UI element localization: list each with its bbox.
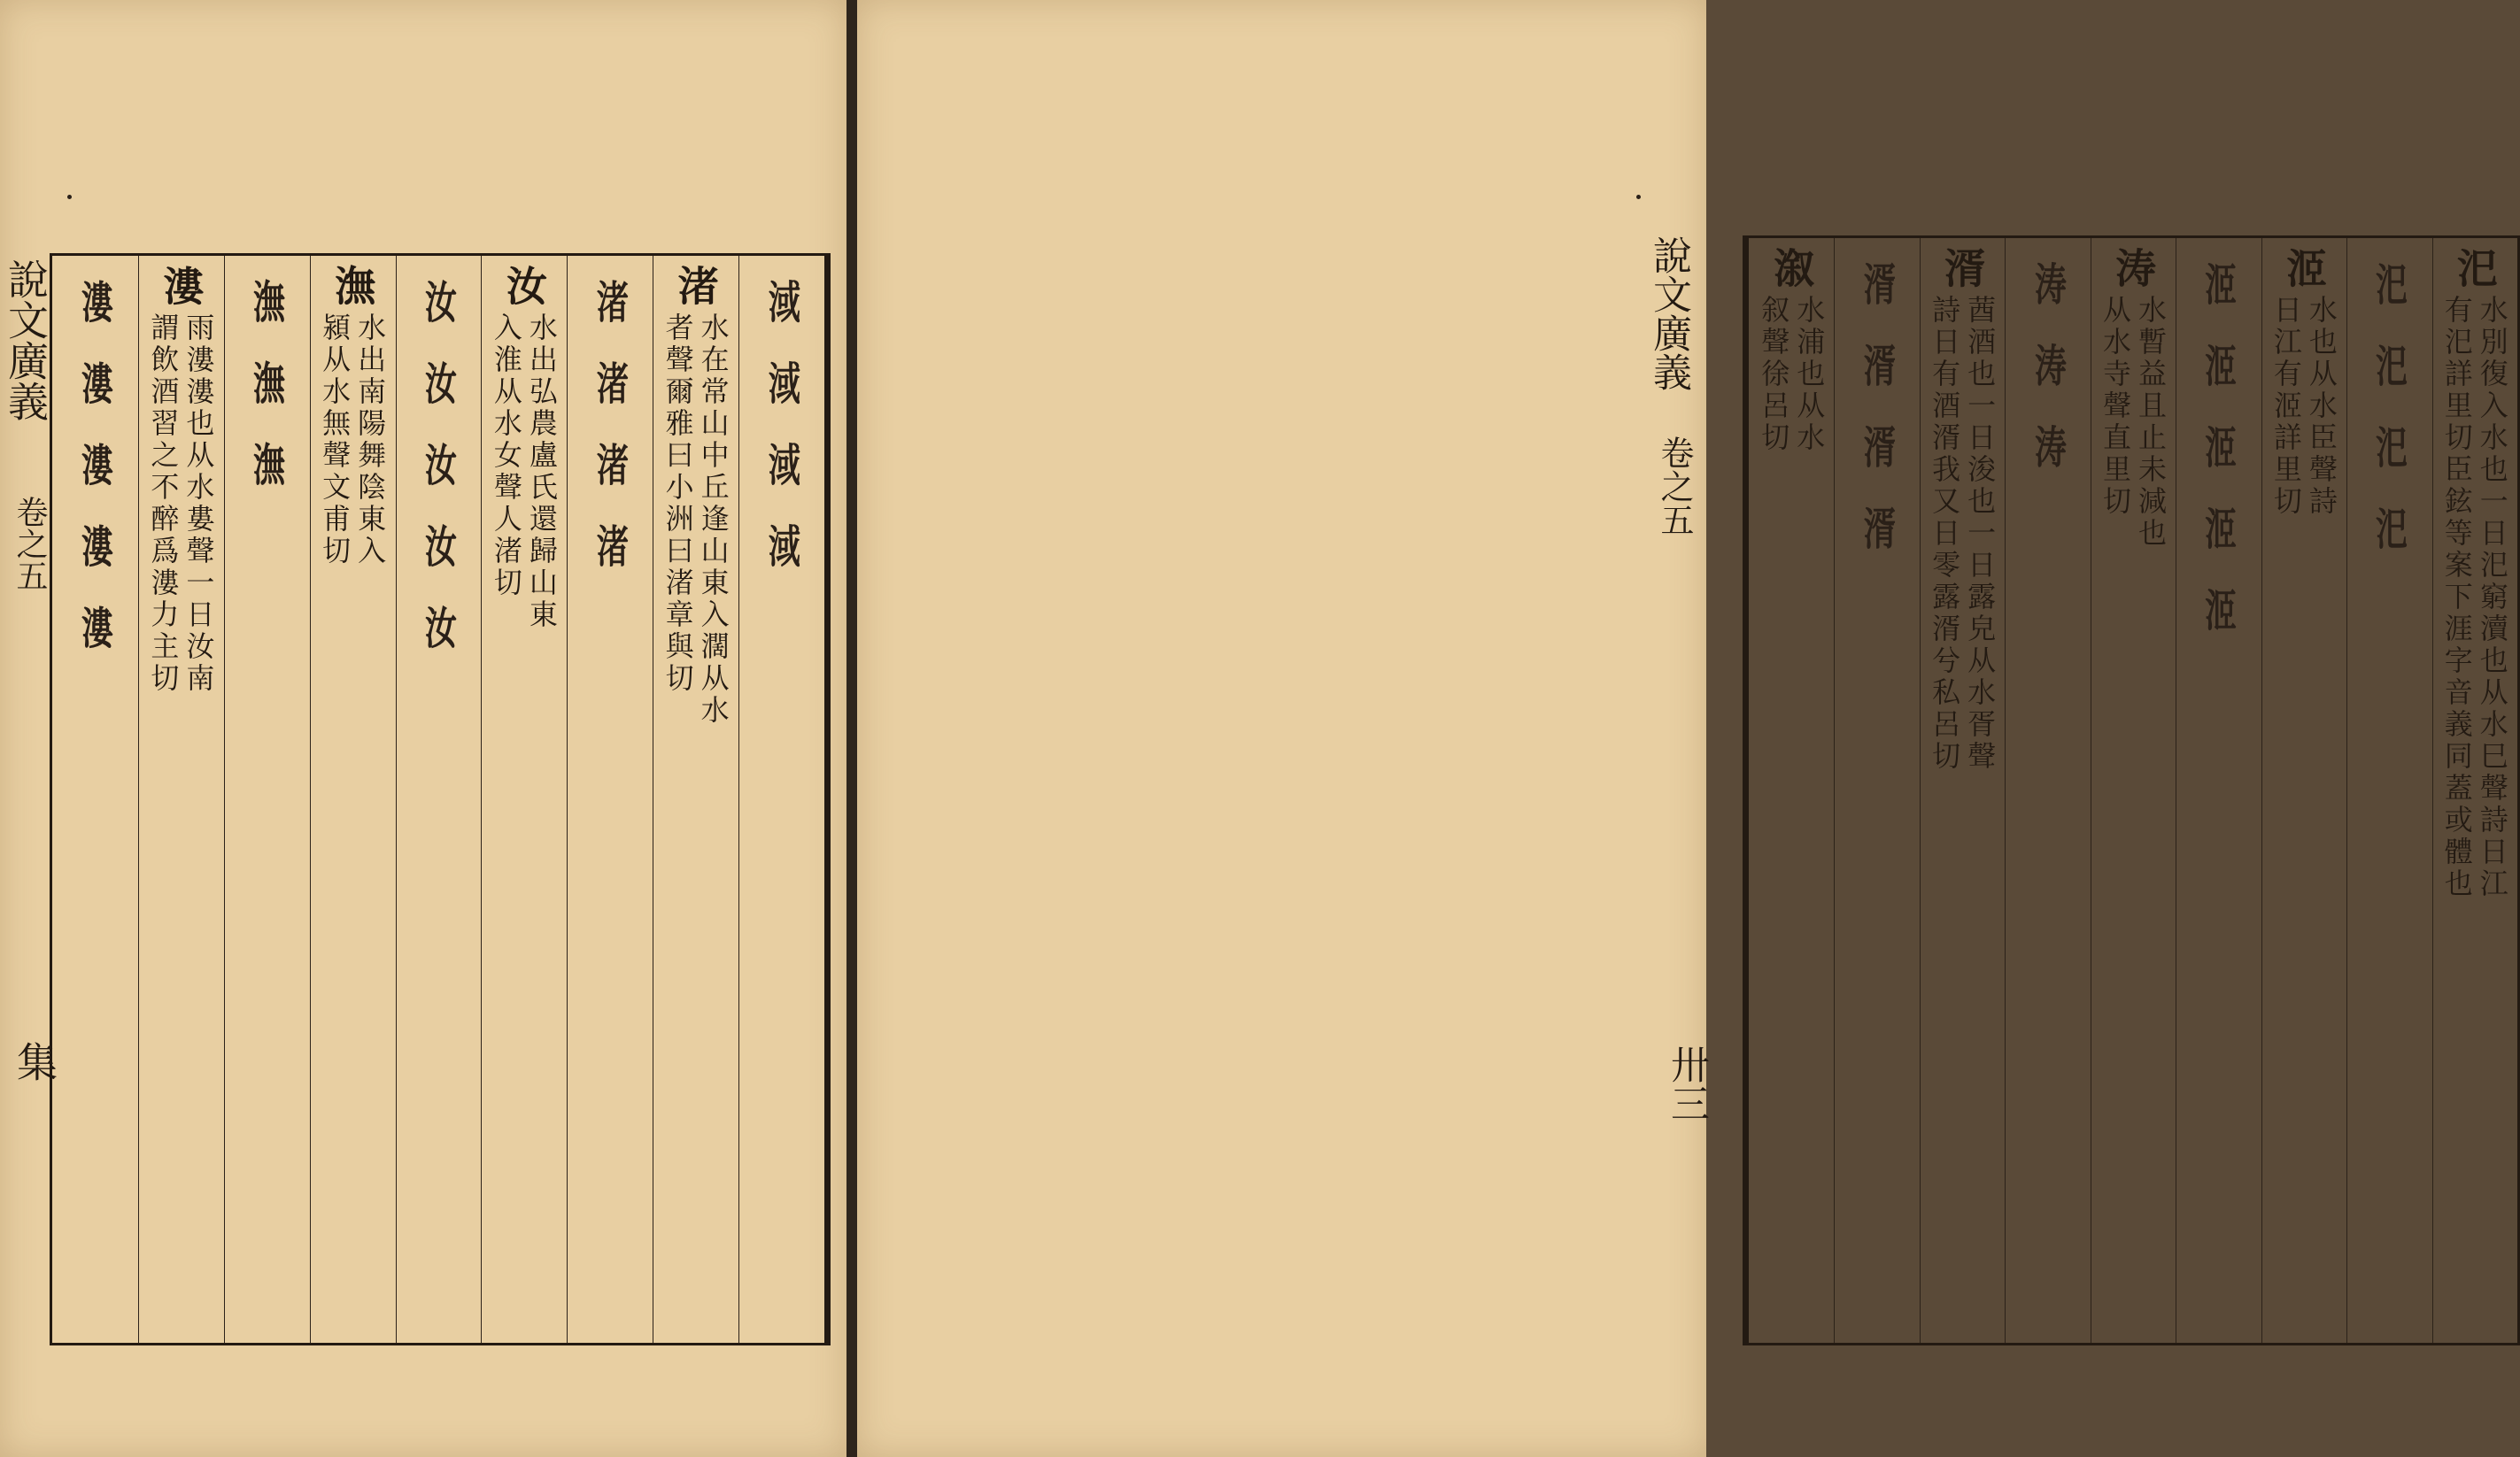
seal-script-column [224, 265, 310, 523]
gloss-line: 日江有洍詳里切 [2269, 295, 2303, 518]
right-page [857, 0, 2509, 1457]
left-page-frame [50, 253, 831, 1345]
dictionary-entry [1749, 247, 1834, 454]
entry-gloss [1929, 295, 1996, 773]
seal-script-column [738, 265, 824, 605]
seal-script-forms: 漊漊漊漊漊 [76, 279, 114, 686]
seal-script-column [567, 265, 653, 605]
column-rule [138, 256, 139, 1343]
gloss-line: 叙聲徐呂切 [1757, 295, 1791, 454]
gloss-line: 謂飲酒習之不醉爲漊力主切 [146, 312, 181, 695]
seal-script-column [2176, 247, 2261, 668]
entry-headword: 涛 [2108, 247, 2157, 289]
seal-script-column [1834, 247, 1919, 587]
gloss-line: 水在常山中丘逢山東入濶从水 [696, 312, 730, 727]
entry-headword: 溆 [1767, 247, 1816, 289]
gloss-line: 者聲爾雅曰小洲曰渚章與切 [661, 312, 695, 695]
seal-script-forms: 湑湑湑湑 [1858, 261, 1896, 587]
dictionary-entry [2091, 247, 2176, 550]
seal-script-forms: 涛涛涛 [2029, 261, 2067, 505]
entry-gloss [2099, 295, 2167, 550]
seal-script-forms: 洍洍洍洍洍 [2199, 261, 2238, 668]
column-rule [2261, 238, 2262, 1343]
entry-headword: 汝 [499, 265, 548, 307]
gloss-line: 莤酒也一日浚也一日露皃从水胥聲 [1963, 295, 1998, 773]
entry-gloss [147, 312, 214, 695]
seal-script-forms: 淢淢淢淢 [762, 279, 800, 605]
seal-script-column [52, 265, 138, 686]
column-rule [1834, 238, 1835, 1343]
right-banxin-title: 說文廣義 [1646, 235, 1691, 391]
seal-script-column [2005, 247, 2090, 505]
dictionary-entry [2261, 247, 2346, 518]
dictionary-entry [481, 265, 567, 631]
column-rule [2346, 238, 2347, 1343]
right-banxin-leaf: 卅三 [1664, 1045, 1709, 1122]
column-rule [310, 256, 311, 1343]
column-rule [481, 256, 482, 1343]
gloss-line: 詩日有酒湑我又日零露湑兮私呂切 [1928, 295, 1962, 773]
entry-gloss [2270, 295, 2338, 518]
seal-script-forms: 汝汝汝汝汝 [420, 279, 457, 686]
gloss-line: 水也从水臣聲詩 [2304, 295, 2338, 518]
entry-gloss [2441, 295, 2508, 900]
entry-gloss [491, 312, 558, 631]
ink-dot [1636, 195, 1641, 199]
entry-gloss [662, 312, 730, 727]
dictionary-entry [138, 265, 224, 695]
column-rule [224, 256, 225, 1343]
seal-script-forms: 潕潕潕 [248, 279, 286, 523]
gloss-line: 雨漊漊也从水婁聲一日汝南 [182, 312, 216, 695]
gloss-line: 水別復入水也一日汜窮瀆也从水巳聲詩日江 [2475, 295, 2509, 900]
gloss-line: 水浦也从水 [1792, 295, 1827, 454]
left-page [0, 0, 846, 1457]
seal-script-column [2346, 247, 2431, 587]
gloss-line: 水出南陽舞陰東入 [353, 312, 388, 567]
column-rule [1920, 238, 1921, 1343]
left-banxin-volume: 卷之五 [12, 496, 48, 591]
entry-headword: 漊 [157, 265, 205, 307]
column-rule [2432, 238, 2433, 1343]
dictionary-entry [310, 265, 396, 567]
dictionary-entry [2432, 247, 2517, 900]
gloss-line: 水出弘農盧氏還歸山東 [524, 312, 559, 631]
entry-headword: 汜 [2450, 247, 2499, 289]
gloss-line: 从水寺聲直里切 [2098, 295, 2132, 518]
right-banxin-volume: 卷之五 [1655, 436, 1694, 536]
column-rule [2005, 238, 2006, 1343]
entry-gloss [1758, 295, 1825, 454]
entry-headword: 潕 [329, 265, 377, 307]
entry-headword: 湑 [1938, 247, 1987, 289]
seal-script-forms: 汜汜汜汜 [2370, 261, 2408, 587]
gloss-line: 入淮从水女聲人渚切 [489, 312, 523, 599]
column-rule [567, 256, 568, 1343]
entry-headword: 渚 [671, 265, 720, 307]
dictionary-entry [1920, 247, 2005, 773]
column-rule [738, 256, 739, 1343]
seal-script-forms: 渚渚渚渚 [591, 279, 629, 605]
left-banxin-title: 說文廣義 [2, 258, 50, 421]
left-banxin-leaf: 集 [11, 1041, 58, 1082]
gloss-line: 水暫益且止未減也 [2133, 295, 2168, 550]
dictionary-entry [653, 265, 738, 727]
gloss-line: 有汜詳里切臣鉉等案下涯字音義同蓋或體也 [2439, 295, 2474, 900]
right-page-frame [1743, 235, 2520, 1345]
gloss-line: 潁从水無聲文甫切 [318, 312, 352, 567]
book-gutter [846, 0, 857, 1457]
ink-dot [67, 195, 72, 199]
entry-gloss [319, 312, 386, 567]
column-rule [396, 256, 397, 1343]
seal-script-column [396, 265, 482, 686]
entry-headword: 洍 [2279, 247, 2328, 289]
